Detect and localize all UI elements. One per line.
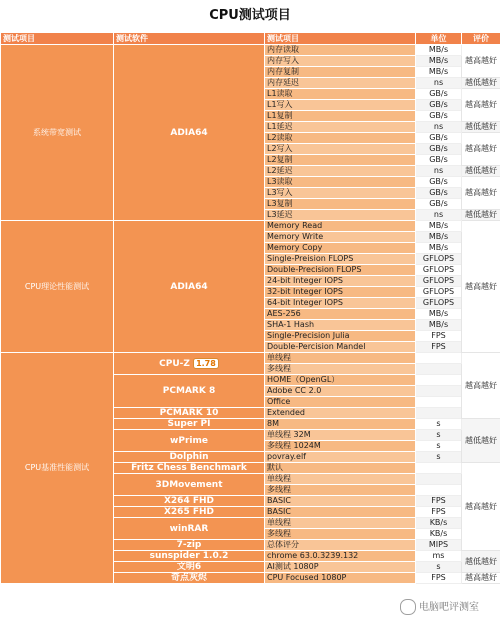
item-cell: L1复制: [265, 111, 416, 122]
item-cell: 单线程: [265, 353, 416, 364]
category-cell: 系统带宽测试: [1, 45, 114, 221]
unit-cell: FPS: [416, 573, 462, 584]
unit-cell: GFLOPS: [416, 287, 462, 298]
item-cell: AI测试 1080P: [265, 562, 416, 573]
unit-cell: GB/s: [416, 133, 462, 144]
item-cell: BASIC: [265, 507, 416, 518]
item-cell: L2读取: [265, 133, 416, 144]
software-cell: X265 FHD: [114, 507, 265, 518]
item-cell: Double-Percision Mandel: [265, 342, 416, 353]
unit-cell: [416, 364, 462, 375]
unit-cell: GB/s: [416, 155, 462, 166]
unit-cell: [416, 485, 462, 496]
item-cell: Office: [265, 397, 416, 408]
rating-cell: 越低越好: [462, 78, 500, 89]
software-cell: Dolphin: [114, 452, 265, 463]
item-cell: 总体评分: [265, 540, 416, 551]
unit-cell: [416, 474, 462, 485]
unit-cell: GB/s: [416, 177, 462, 188]
item-cell: L3复制: [265, 199, 416, 210]
item-cell: Single-Preision FLOPS: [265, 254, 416, 265]
unit-cell: s: [416, 452, 462, 463]
unit-cell: GB/s: [416, 199, 462, 210]
item-cell: CPU Focused 1080P: [265, 573, 416, 584]
rating-cell: 越低越好: [462, 210, 500, 221]
software-cell: 文明6: [114, 562, 265, 573]
item-cell: Double-Precision FLOPS: [265, 265, 416, 276]
item-cell: 内存写入: [265, 56, 416, 67]
unit-cell: [416, 375, 462, 386]
unit-cell: FPS: [416, 496, 462, 507]
unit-cell: ns: [416, 78, 462, 89]
rating-cell: 越高越好: [462, 177, 500, 210]
header-rating: 评价: [462, 33, 500, 45]
unit-cell: s: [416, 562, 462, 573]
item-cell: Single-Precision Julia: [265, 331, 416, 342]
unit-cell: GFLOPS: [416, 298, 462, 309]
unit-cell: KB/s: [416, 518, 462, 529]
software-cell: wPrime: [114, 430, 265, 452]
item-cell: Adobe CC 2.0: [265, 386, 416, 397]
item-cell: HOME（OpenGL）: [265, 375, 416, 386]
rating-cell: 越高越好: [462, 353, 500, 419]
table-row: [1, 45, 500, 56]
rating-cell: 越高越好: [462, 89, 500, 122]
rating-cell: 越高越好: [462, 133, 500, 166]
unit-cell: GFLOPS: [416, 276, 462, 287]
software-cell: ADIA64: [114, 221, 265, 353]
software-cell: ADIA64: [114, 45, 265, 221]
item-cell: L3写入: [265, 188, 416, 199]
unit-cell: ns: [416, 210, 462, 221]
unit-cell: MB/s: [416, 45, 462, 56]
item-cell: 多线程: [265, 485, 416, 496]
unit-cell: GFLOPS: [416, 265, 462, 276]
software-name: CPU-Z: [159, 359, 190, 369]
unit-cell: s: [416, 430, 462, 441]
unit-cell: MIPS: [416, 540, 462, 551]
unit-cell: MB/s: [416, 320, 462, 331]
item-cell: 内存读取: [265, 45, 416, 56]
unit-cell: ns: [416, 166, 462, 177]
unit-cell: KB/s: [416, 529, 462, 540]
unit-cell: GB/s: [416, 144, 462, 155]
item-cell: 内存复制: [265, 67, 416, 78]
item-cell: 内存延迟: [265, 78, 416, 89]
software-cell: PCMARK 8: [114, 375, 265, 408]
item-cell: AES-256: [265, 309, 416, 320]
software-cell: winRAR: [114, 518, 265, 540]
item-cell: 32-bit Integer IOPS: [265, 287, 416, 298]
item-cell: L2复制: [265, 155, 416, 166]
header-test-item: 测试项目: [265, 33, 416, 45]
page-title: CPU测试项目: [209, 8, 291, 23]
table-row: [1, 353, 500, 364]
item-cell: L2写入: [265, 144, 416, 155]
item-cell: L1延迟: [265, 122, 416, 133]
unit-cell: MB/s: [416, 232, 462, 243]
unit-cell: FPS: [416, 507, 462, 518]
version-badge: 1.78: [193, 358, 219, 369]
unit-cell: MB/s: [416, 309, 462, 320]
unit-cell: [416, 397, 462, 408]
software-cell: sunspider 1.0.2: [114, 551, 265, 562]
unit-cell: ns: [416, 122, 462, 133]
unit-cell: [416, 353, 462, 364]
software-cell: Fritz Chess Benchmark: [114, 463, 265, 474]
item-cell: 多线程 1024M: [265, 441, 416, 452]
unit-cell: FPS: [416, 342, 462, 353]
item-cell: Memory Copy: [265, 243, 416, 254]
item-cell: L1读取: [265, 89, 416, 100]
item-cell: Memory Write: [265, 232, 416, 243]
item-cell: 多线程: [265, 529, 416, 540]
category-cell: CPU理论性能测试: [1, 221, 114, 353]
unit-cell: MB/s: [416, 243, 462, 254]
item-cell: 单线程: [265, 474, 416, 485]
unit-cell: [416, 408, 462, 419]
item-cell: 默认: [265, 463, 416, 474]
item-cell: Extended: [265, 408, 416, 419]
software-cell: 7-zip: [114, 540, 265, 551]
item-cell: chrome 63.0.3239.132: [265, 551, 416, 562]
unit-cell: s: [416, 441, 462, 452]
header-unit: 单位: [416, 33, 462, 45]
software-cell: PCMARK 10: [114, 408, 265, 419]
unit-cell: GB/s: [416, 111, 462, 122]
item-cell: 8M: [265, 419, 416, 430]
rating-cell: 越高越好: [462, 463, 500, 551]
item-cell: L2延迟: [265, 166, 416, 177]
header-test-software: 测试软件: [114, 33, 265, 45]
unit-cell: MB/s: [416, 221, 462, 232]
unit-cell: GB/s: [416, 100, 462, 111]
category-cell: CPU基准性能测试: [1, 353, 114, 584]
unit-cell: MB/s: [416, 67, 462, 78]
wechat-icon: [400, 599, 416, 615]
software-cell: X264 FHD: [114, 496, 265, 507]
unit-cell: [416, 386, 462, 397]
unit-cell: MB/s: [416, 56, 462, 67]
item-cell: 24-bit Integer IOPS: [265, 276, 416, 287]
item-cell: povray.elf: [265, 452, 416, 463]
unit-cell: FPS: [416, 331, 462, 342]
item-cell: BASIC: [265, 496, 416, 507]
item-cell: L3延迟: [265, 210, 416, 221]
unit-cell: ms: [416, 551, 462, 562]
table-row: [1, 221, 500, 232]
rating-cell: 越低越好: [462, 166, 500, 177]
item-cell: 多线程: [265, 364, 416, 375]
software-cell: 3DMovement: [114, 474, 265, 496]
unit-cell: GFLOPS: [416, 254, 462, 265]
item-cell: 单线程: [265, 518, 416, 529]
software-cell: 奇点灰烬: [114, 573, 265, 584]
watermark-text: 电脑吧评测室: [419, 602, 479, 613]
unit-cell: GB/s: [416, 188, 462, 199]
header-test-category: 测试项目: [1, 33, 114, 45]
software-cell: [114, 353, 265, 375]
test-table: [0, 32, 500, 584]
unit-cell: [416, 463, 462, 474]
unit-cell: GB/s: [416, 89, 462, 100]
item-cell: SHA-1 Hash: [265, 320, 416, 331]
rating-cell: 越低越好: [462, 122, 500, 133]
item-cell: 64-bit Integer IOPS: [265, 298, 416, 309]
table-header: [1, 33, 500, 45]
rating-cell: 越低越好: [462, 551, 500, 573]
rating-cell: 越高越好: [462, 573, 500, 584]
item-cell: L1写入: [265, 100, 416, 111]
rating-cell: 越高越好: [462, 221, 500, 353]
rating-cell: 越高越好: [462, 45, 500, 78]
item-cell: L3读取: [265, 177, 416, 188]
watermark: [400, 598, 500, 620]
item-cell: 单线程 32M: [265, 430, 416, 441]
software-cell: Super PI: [114, 419, 265, 430]
rating-cell: 越低越好: [462, 419, 500, 463]
item-cell: Memory Read: [265, 221, 416, 232]
unit-cell: s: [416, 419, 462, 430]
